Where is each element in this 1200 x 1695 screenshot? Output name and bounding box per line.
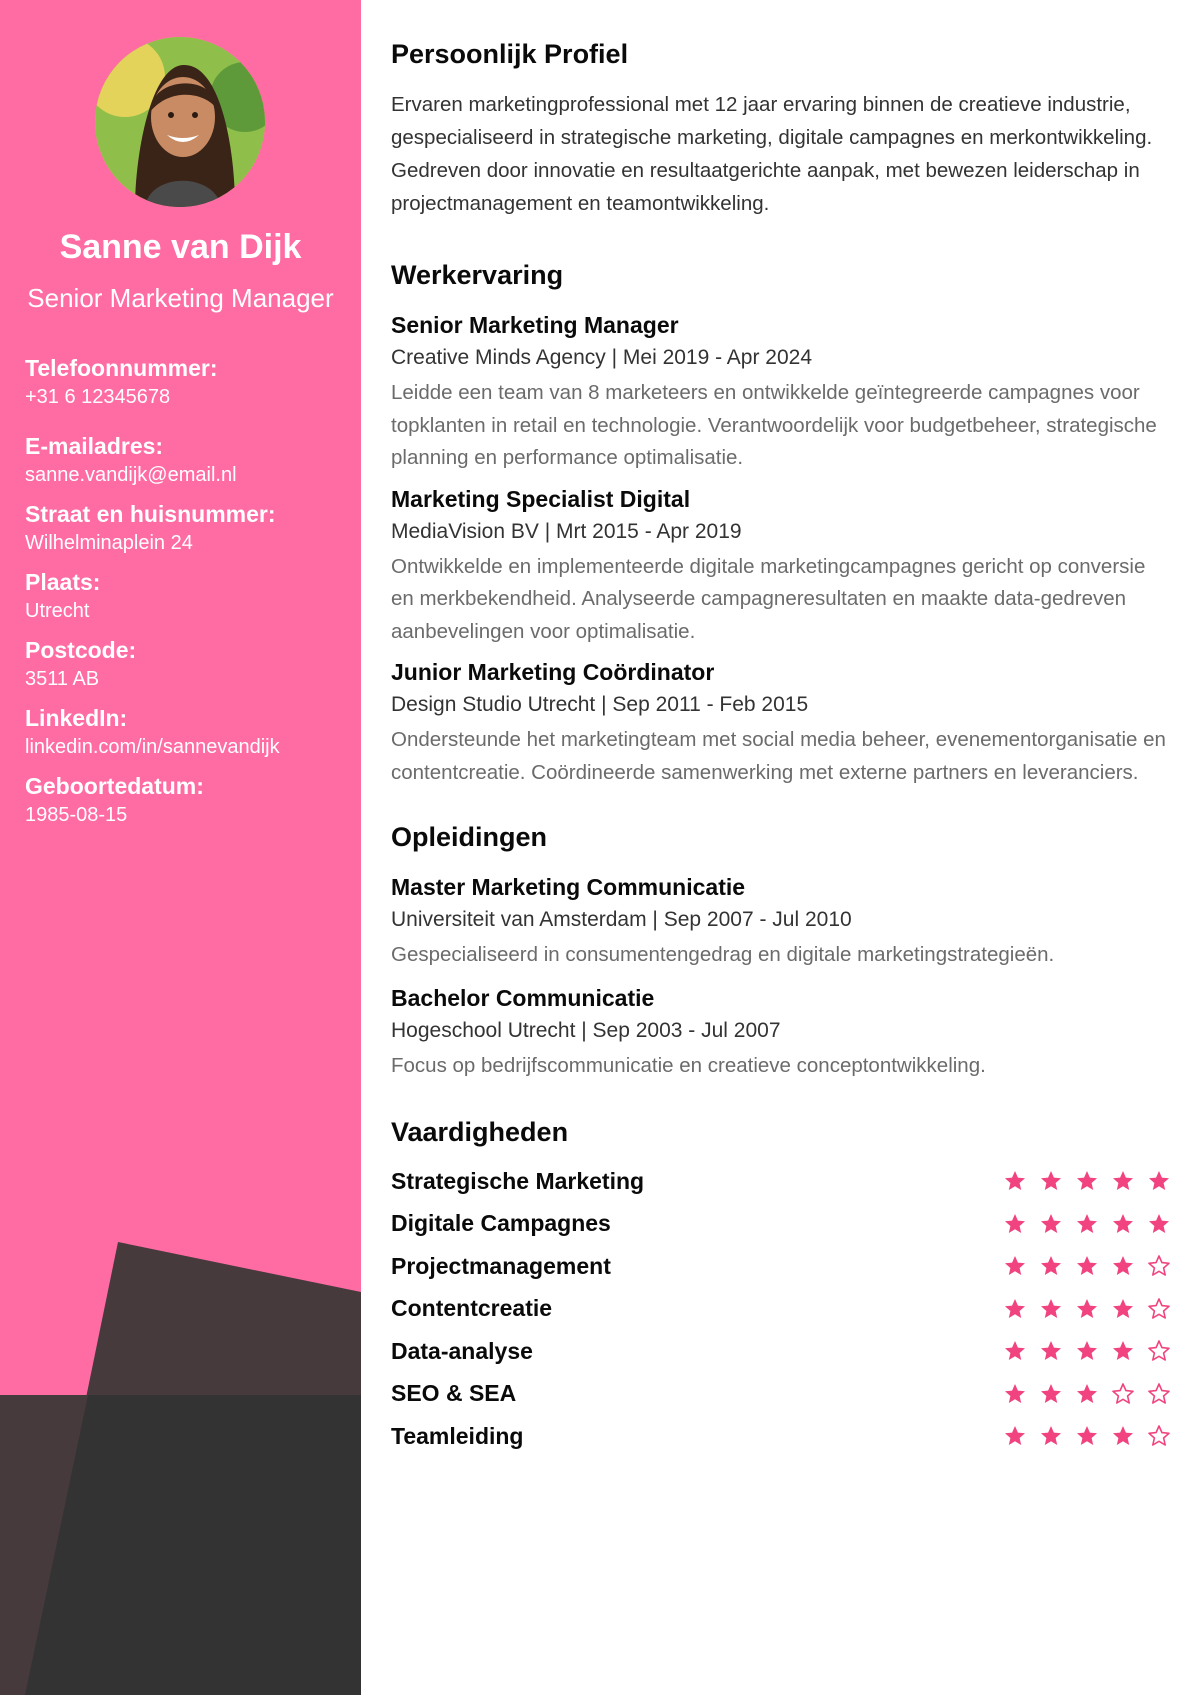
entry-title: Junior Marketing Coördinator bbox=[391, 659, 715, 685]
entry bbox=[391, 483, 1171, 649]
star-filled-icon bbox=[1039, 1169, 1063, 1193]
contact-item bbox=[25, 771, 355, 829]
skill-name: Projectmanagement bbox=[391, 1252, 611, 1279]
skill-name: Data-analyse bbox=[391, 1337, 533, 1364]
skill-row bbox=[391, 1288, 1171, 1331]
star-filled-icon bbox=[1003, 1212, 1027, 1236]
contact-list bbox=[25, 353, 355, 829]
main-content bbox=[391, 36, 1171, 1458]
star-filled-icon bbox=[1147, 1212, 1171, 1236]
star-filled-icon bbox=[1003, 1169, 1027, 1193]
star-filled-icon bbox=[1075, 1339, 1099, 1363]
star-filled-icon bbox=[1003, 1382, 1027, 1406]
star-filled-icon bbox=[1075, 1254, 1099, 1278]
entry-meta: Universiteit van Amsterdam | Sep 2007 - Jul 2010 bbox=[391, 908, 852, 931]
star-outline-icon bbox=[1147, 1254, 1171, 1278]
star-filled-icon bbox=[1075, 1212, 1099, 1236]
skill-name: Strategische Marketing bbox=[391, 1167, 645, 1194]
entry-meta: Hogeschool Utrecht | Sep 2003 - Jul 2007 bbox=[391, 1018, 781, 1042]
star-filled-icon bbox=[1039, 1339, 1063, 1363]
entry-title: Senior Marketing Manager bbox=[391, 312, 679, 338]
star-filled-icon bbox=[1111, 1424, 1135, 1448]
star-filled-icon bbox=[1039, 1424, 1063, 1448]
star-filled-icon bbox=[1111, 1297, 1135, 1321]
star-filled-icon bbox=[1003, 1254, 1027, 1278]
skill-rating bbox=[1003, 1382, 1171, 1406]
contact-value: 3511 AB bbox=[25, 668, 100, 690]
entry-meta: Creative Minds Agency | Mei 2019 - Apr 2024 bbox=[391, 346, 813, 369]
skill-rating bbox=[1003, 1212, 1171, 1236]
contact-value: Utrecht bbox=[25, 600, 90, 622]
skill-name: Teamleiding bbox=[391, 1422, 524, 1449]
skill-row bbox=[391, 1415, 1171, 1458]
entry bbox=[391, 656, 1171, 789]
entry-description: Leidde een team van 8 marketeers en ontwikkelde geïntegreerde campagnes voor topklanten in retail en technologie. Verantwoordelijk voor budgetbeheer, strategische planning en performance optimalisatie. bbox=[391, 381, 1157, 469]
candidate-name: Sanne van Dijk bbox=[59, 228, 302, 266]
star-filled-icon bbox=[1111, 1212, 1135, 1236]
contact-item bbox=[25, 635, 355, 693]
skill-row bbox=[391, 1373, 1171, 1416]
star-outline-icon bbox=[1147, 1339, 1171, 1363]
entry bbox=[391, 871, 1171, 972]
skill-name: Contentcreatie bbox=[391, 1295, 553, 1322]
contact-item bbox=[25, 499, 355, 557]
section-heading-education: Opleidingen bbox=[391, 822, 548, 852]
section-heading-experience: Werkervaring bbox=[391, 260, 564, 290]
entry-description: Ontwikkelde en implementeerde digitale marketingcampagnes gericht op conversie en merkbekendheid. Analyseerde campagneresultaten en maakte data-gedreven aanbevelingen voor optimalisatie. bbox=[391, 554, 1146, 643]
contact-label: Postcode: bbox=[25, 637, 137, 663]
contact-item bbox=[25, 703, 355, 761]
contact-label: Plaats: bbox=[25, 569, 101, 595]
skill-row bbox=[391, 1203, 1171, 1246]
entry-title: Marketing Specialist Digital bbox=[391, 485, 691, 512]
star-filled-icon bbox=[1075, 1169, 1099, 1193]
experience-list bbox=[391, 309, 1171, 789]
skill-rating bbox=[1003, 1297, 1171, 1321]
sidebar bbox=[0, 0, 361, 1695]
contact-value: Wilhelminaplein 24 bbox=[25, 532, 193, 554]
star-filled-icon bbox=[1003, 1297, 1027, 1321]
skill-name: Digitale Campagnes bbox=[391, 1210, 611, 1237]
star-filled-icon bbox=[1039, 1212, 1063, 1236]
section-heading-skills: Vaardigheden bbox=[391, 1117, 569, 1147]
skill-rating bbox=[1003, 1169, 1171, 1193]
star-filled-icon bbox=[1111, 1169, 1135, 1193]
entry-description: Ondersteunde het marketingteam met social media beheer, evenementorganisatie en contentcreatie. Coördineerde samenwerking met externe partners en leveranciers. bbox=[391, 728, 1166, 784]
entry bbox=[391, 982, 1171, 1083]
skills-list bbox=[391, 1160, 1171, 1458]
education-section bbox=[391, 819, 1171, 1082]
contact-value: +31 6 12345678 bbox=[25, 386, 171, 408]
contact-item bbox=[25, 567, 355, 625]
entry-meta: MediaVision BV | Mrt 2015 - Apr 2019 bbox=[391, 519, 742, 543]
star-filled-icon bbox=[1039, 1254, 1063, 1278]
entry-description: Gespecialiseerd in consumentengedrag en digitale marketingstrategieën. bbox=[391, 943, 1055, 966]
contact-value: sanne.vandijk@email.nl bbox=[25, 464, 237, 486]
skill-rating bbox=[1003, 1254, 1171, 1278]
contact-value: 1985-08-15 bbox=[25, 804, 128, 826]
star-filled-icon bbox=[1111, 1254, 1135, 1278]
skill-row bbox=[391, 1330, 1171, 1373]
star-outline-icon bbox=[1111, 1382, 1135, 1406]
candidate-title: Senior Marketing Manager bbox=[27, 283, 334, 313]
star-outline-icon bbox=[1147, 1382, 1171, 1406]
skill-row bbox=[391, 1245, 1171, 1288]
profile-section bbox=[391, 36, 1171, 220]
entry-title: Bachelor Communicatie bbox=[391, 984, 655, 1011]
entry-title: Master Marketing Communicatie bbox=[391, 874, 746, 900]
avatar bbox=[95, 37, 265, 207]
contact-label: LinkedIn: bbox=[25, 705, 128, 731]
star-filled-icon bbox=[1003, 1339, 1027, 1363]
skills-section bbox=[391, 1114, 1171, 1458]
entry bbox=[391, 309, 1171, 475]
star-outline-icon bbox=[1147, 1297, 1171, 1321]
star-outline-icon bbox=[1147, 1424, 1171, 1448]
contact-label: Straat en huisnummer: bbox=[25, 501, 276, 527]
entry-meta: Design Studio Utrecht | Sep 2011 - Feb 2015 bbox=[391, 693, 809, 716]
star-filled-icon bbox=[1003, 1424, 1027, 1448]
contact-value: linkedin.com/in/sannevandijk bbox=[25, 736, 280, 758]
skill-rating bbox=[1003, 1424, 1171, 1448]
contact-label: Telefoonnummer: bbox=[25, 355, 218, 381]
star-filled-icon bbox=[1075, 1424, 1099, 1448]
skill-row bbox=[391, 1160, 1171, 1203]
contact-item bbox=[25, 353, 355, 411]
experience-section bbox=[391, 257, 1171, 789]
star-filled-icon bbox=[1075, 1382, 1099, 1406]
education-list bbox=[391, 871, 1171, 1082]
star-filled-icon bbox=[1039, 1297, 1063, 1321]
profile-photo bbox=[95, 37, 265, 207]
skill-rating bbox=[1003, 1339, 1171, 1363]
contact-label: E-mailadres: bbox=[25, 433, 164, 459]
star-filled-icon bbox=[1075, 1297, 1099, 1321]
contact-label: Geboortedatum: bbox=[25, 773, 204, 799]
section-heading-profile: Persoonlijk Profiel bbox=[391, 39, 629, 69]
contact-item bbox=[25, 431, 355, 489]
profile-text: Ervaren marketingprofessional met 12 jaar ervaring binnen de creatieve industrie, gespecialiseerd in strategische marketing, digitale campagnes en merkontwikkeling. Gedreven door innovatie en resultaatgerichte aanpak, met bewezen leiderschap in projectmanagement en teamontwikkeling. bbox=[391, 93, 1153, 215]
star-filled-icon bbox=[1039, 1382, 1063, 1406]
star-filled-icon bbox=[1147, 1169, 1171, 1193]
skill-name: SEO & SEA bbox=[391, 1380, 517, 1407]
star-filled-icon bbox=[1111, 1339, 1135, 1363]
entry-description: Focus op bedrijfscommunicatie en creatieve conceptontwikkeling. bbox=[391, 1053, 986, 1077]
